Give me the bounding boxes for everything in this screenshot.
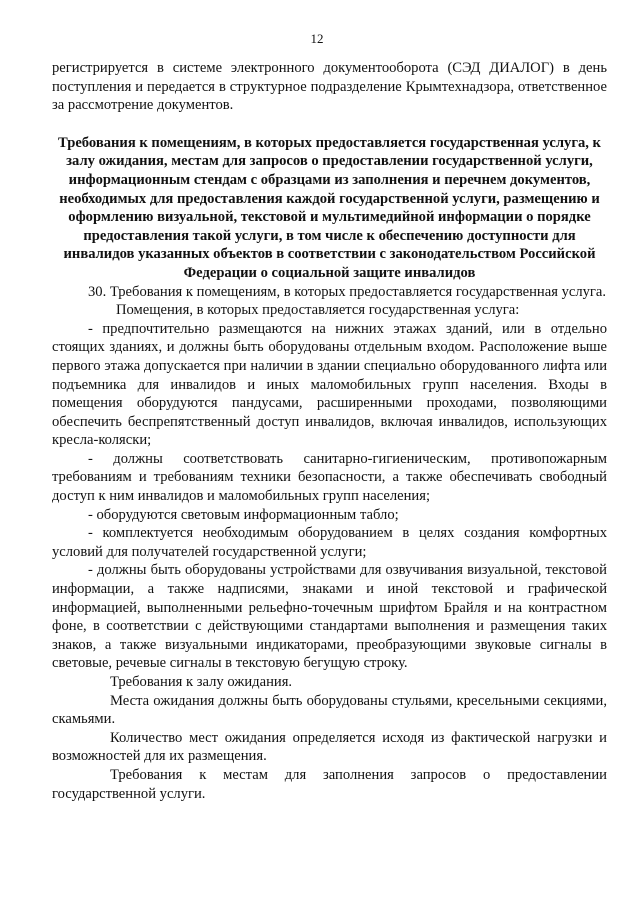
document-body: [52, 59, 607, 803]
waiting-seats: Места ожидания должны быть оборудованы стульями, кресельными секциями, скамьями.: [52, 692, 607, 728]
premises-item-location: - предпочтительно размещаются на нижних этажах зданий, или в отдельно стоящих зданиях, и должны быть оборудованы отдельным входом. Расположение выше первого этажа допускается при наличии в здании специально оборудованного лифта или подъемника для инвалидов и иных маломобильных групп населения. Входы в помещения оборудуются пандусами, расширенными проходами, позволяющими обеспечить беспрепятственный доступ инвалидов, включая инвалидов, использующих кресла-коляски;: [52, 320, 607, 449]
request-area-requirements: Требования к местам для заполнения запросов о предоставлении государственной услуги.: [52, 766, 607, 802]
intro-paragraph: регистрируется в системе электронного документооборота (СЭД ДИАЛОГ) в день поступления и передается в структурное подразделение Крымтехнадзора, ответственное за рассмотрение документов.: [52, 60, 607, 114]
premises-item-accessibility: - должны быть оборудованы устройствами для озвучивания визуальной, текстовой информации, а также надписями, знаками и иной текстовой и графической информацией, выполненными рельефно-точечным шрифтом Брайля и на контрастном фоне, в соответствии с действующими стандартами выполнения и размещения таких знаков, а также визуальными индикаторами, преобразующими звуковые сигналы в световые, речевые сигналы в текстовую бегущую строку.: [52, 562, 607, 672]
waiting-room-heading: Требования к залу ожидания.: [110, 674, 293, 690]
clause-30: 30. Требования к помещениям, в которых предоставляется государственная услуга.: [88, 283, 607, 300]
section-heading: Требования к помещениям, в которых предоставляется государственная услуга, к залу ожидания, местам для запросов о предоставлении государственной услуги, информационным стендам с образцами из заполнения и перечнем документов, необходимых для предоставления каждой государственной услуги, размещению и оформлению визуальной, текстовой и мультимедийной информации о порядке предоставления такой услуги, в том числе к обеспечению доступности для инвалидов указанных объектов в соответствии с законодательством Российской Федерации о социальной защите инвалидов: [58, 134, 601, 281]
page-number: 12: [310, 31, 324, 46]
premises-item-equipment: - комплектуется необходимым оборудованием в целях создания комфортных условий для получателей государственной услуги;: [52, 525, 607, 560]
premises-item-safety: - должны соответствовать санитарно-гигиеническим, противопожарным требованиям и требованиям техники безопасности, а также обеспечивать свободный доступ к ним инвалидов и маломобильных групп населения;: [52, 450, 607, 505]
premises-intro: Помещения, в которых предоставляется государственная услуга:: [116, 302, 520, 319]
premises-item-display: - оборудуются световым информационным табло;: [88, 506, 399, 523]
waiting-capacity: Количество мест ожидания определяется исходя из фактической нагрузки и возможностей для их размещения.: [52, 729, 607, 765]
